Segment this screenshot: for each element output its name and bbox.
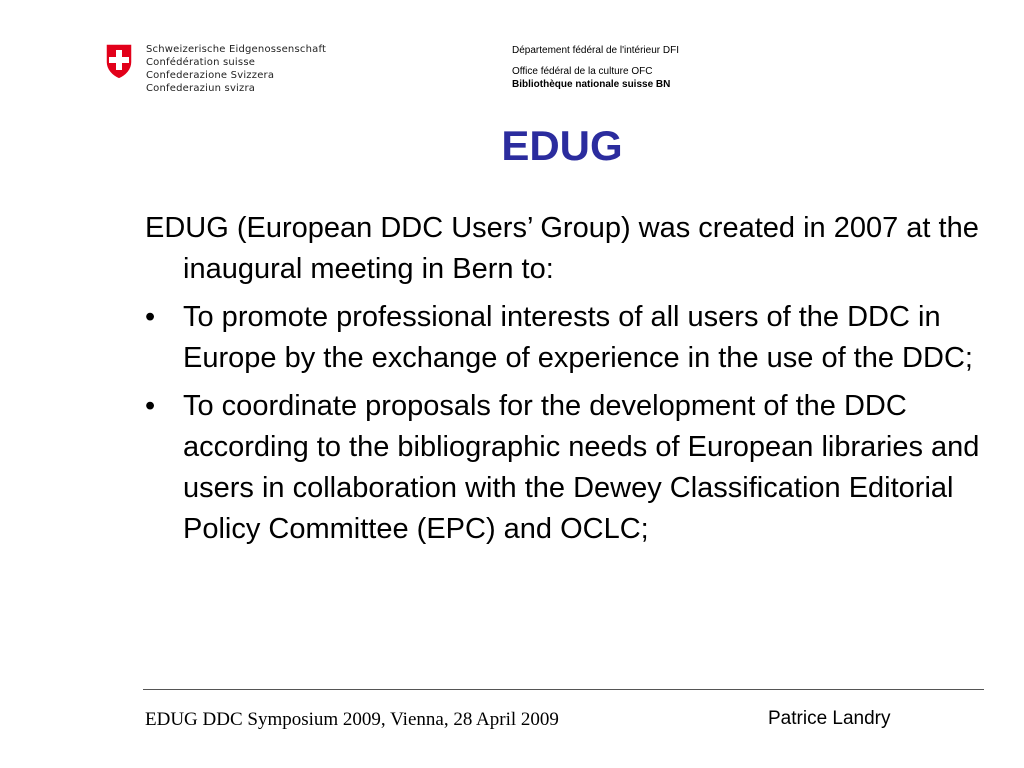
footer-divider bbox=[143, 689, 984, 690]
bullet-item bbox=[145, 386, 990, 550]
footer-event: EDUG DDC Symposium 2009, Vienna, 28 April 2009 bbox=[145, 709, 559, 730]
slide-body bbox=[145, 208, 990, 550]
confederation-name-fr: Confédération suisse bbox=[146, 57, 256, 68]
department-block bbox=[512, 44, 679, 91]
bullet-item bbox=[145, 297, 990, 379]
swiss-coat-of-arms-icon bbox=[104, 42, 134, 85]
library-name: Bibliothèque nationale suisse BN bbox=[512, 79, 671, 90]
bullet-marker: • bbox=[145, 301, 156, 333]
department-name: Département fédéral de l'intérieur DFI bbox=[512, 45, 679, 56]
bullet-marker: • bbox=[145, 390, 156, 422]
confederation-name-de: Schweizerische Eidgenossenschaft bbox=[146, 44, 327, 55]
confederation-name-rm: Confederaziun svizra bbox=[146, 83, 256, 94]
confederation-name-it: Confederazione Svizzera bbox=[146, 70, 275, 81]
slide-title: EDUG bbox=[501, 122, 623, 169]
confederation-name-block bbox=[146, 43, 326, 95]
footer-author: Patrice Landry bbox=[768, 708, 891, 729]
bullet-text: To promote professional interests of all users of the DDC in Europe by the exchange of experience in the use of the DDC; bbox=[183, 301, 973, 374]
intro-paragraph: EDUG (European DDC Users’ Group) was created in 2007 at the inaugural meeting in Bern to: bbox=[145, 212, 979, 285]
bullet-text: To coordinate proposals for the development of the DDC according to the bibliographic needs of European libraries and users in collaboration with the Dewey Classification Editorial Policy Committee (EPC) and OCLC; bbox=[183, 390, 980, 545]
office-name: Office fédéral de la culture OFC bbox=[512, 66, 653, 77]
